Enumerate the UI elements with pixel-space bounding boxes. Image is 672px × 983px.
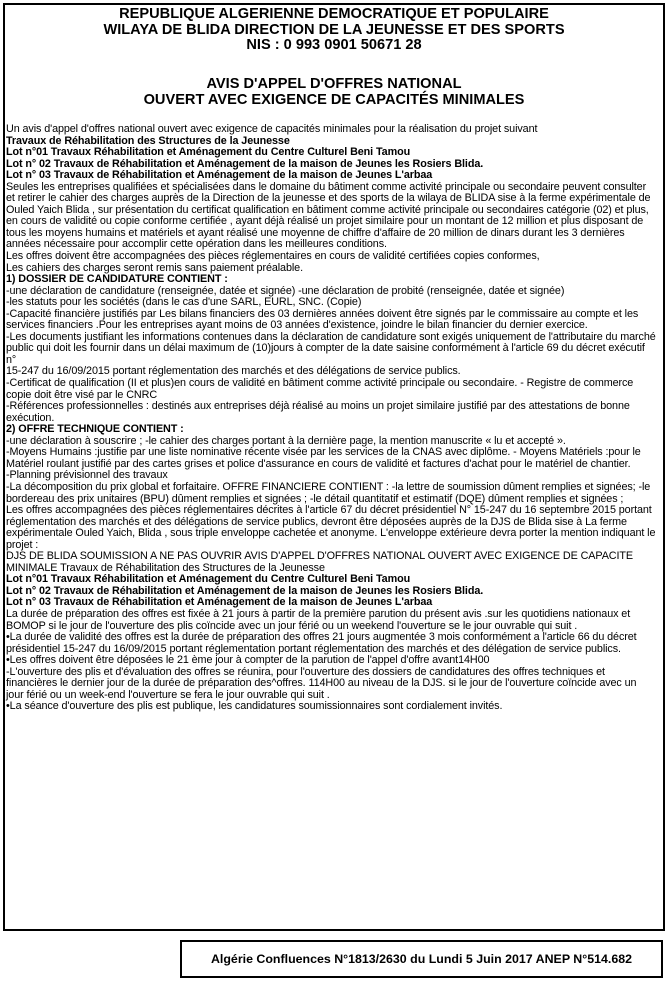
notice-paragraph: public qui doit les fournir dans un délai maximum de (10)jours à compter de la date saisine conformément à l'article 69 du décret exécutif n° [6, 342, 645, 366]
notice-paragraph: -une déclaration à souscrire ; -le cahier des charges portant à la dernière page, la mention manuscrite « lu et accepté ». [6, 434, 566, 447]
notice-paragraph: -L'ouverture des plis et d'évaluation des offres se réunira, pour l'ouverture des dossiers de candidatures des offres techniques et financières le dernier jour de la durée de préparation des^offres. 114H00 au niveau de la DJS. si le jour de l'ouverture coïncide avec un jour férié ou un week-end l'ouverture se fera le jour ouvrable qui suit . [6, 665, 637, 701]
notice-paragraph: 1) DOSSIER DE CANDIDATURE CONTIENT : [6, 273, 228, 286]
notice-paragraph: -Les documents justifiant les informations contenues dans la déclaration de candidature sont exigés uniquement de l'attributaire du marché [6, 330, 656, 343]
notice-body [6, 124, 656, 713]
notice-paragraph: -Références professionnelles : destinés aux entreprises déjà réalisé au moins un projet similaire justifié par des attestations de bonne exécution. [6, 400, 630, 424]
notice-paragraph: Lot n°01 Travaux Réhabilitation et Aménagement du Centre Culturel Beni Tamou [6, 146, 411, 159]
publication-footer: Algérie Confluences N°1813/2630 du Lundi 5 Juin 2017 ANEP N°514.682 [180, 940, 663, 978]
header-nis: NIS : 0 993 0901 50671 28 [246, 37, 422, 53]
notice-paragraph: Lot n° 02 Travaux de Réhabilitation et Aménagement de la maison de Jeunes les Rosiers Blida. [6, 157, 484, 170]
header-wilaya: WILAYA DE BLIDA DIRECTION DE LA JEUNESSE ET DES SPORTS [103, 21, 565, 38]
notice-paragraph: Les offres accompagnées des pièces réglementaires décrites à l'article 67 du décret présidentiel N° 15-247 du 16 septembre 2015 portant réglementation des marchés et des délégations de service publics, devront être déposées auprès de la DJS de Blida sise à La ferme expérimentale Ouled Yaich, Blida , sous triple enveloppe cachetée et anonyme. L'enveloppe extérieure devra porter la mention indiquant le projet : [6, 504, 656, 551]
notice-paragraph: -Capacité financière justifiés par Les bilans financiers des 03 dernières années doivent être signés par le commissaire au compte et les services financiers .Pour les entreprises ayant moins de 03 années d'existence, joindre le bilan financier du dernier exercice. [6, 307, 639, 332]
notice-paragraph: Un avis d'appel d'offres national ouvert avec exigence de capacités minimales pour la réalisation du projet suivant [6, 123, 538, 135]
title-line-1: AVIS D'APPEL D'OFFRES NATIONAL [206, 75, 462, 92]
notice-paragraph: Lot n° 03 Travaux de Réhabilitation et Aménagement de la maison de Jeunes L'arbaa [6, 596, 433, 609]
notice-paragraph: •La séance d'ouverture des plis est publique, les candidatures soumissionnaires sont cordialement invités. [6, 700, 503, 713]
notice-paragraph: -Planning prévisionnel des travaux [6, 469, 168, 482]
notice-paragraph: 15-247 du 16/09/2015 portant réglementation des marchés et des délégations de service publics. [6, 365, 461, 378]
notice-paragraph: Seules les entreprises qualifiées et spécialisées dans le domaine du bâtiment comme activité principale ou secondaire peuvent consulter et retirer le cahier des charges auprès de la Direction de la jeunesse et des sports de la wilaya de BLIDA sise à la ferme expérimentale de Ouled Yaich Blida , sur présentation du certificat qualification en bâtiment comme activité principale ou secondaires catégorie (02) et plus, en cours de validité ou copie conforme certifiée , ayant déjà réalisé un projet similaire pour un montant de 12 million et plus disposant de tous les moyens humains et matériels et ayant réalisé une moyenne de chiffre d'affaire de 20 million de dinars durant les 3 dernières années nécessaire pour accomplir cette opération dans les meilleures conditions. [6, 180, 651, 251]
header-republic: REPUBLIQUE ALGERIENNE DEMOCRATIQUE ET POPULAIRE [119, 6, 549, 22]
notice-paragraph: La durée de préparation des offres est fixée à 21 jours à partir de la première parution du présent avis .sur les quotidiens nationaux et BOMOP si le jour de l'ouverture des plis coïncide avec un jour férié ou un weekend l'ouverture se le jour ouvrable qui suit . [6, 607, 631, 632]
notice-paragraph: -les statuts pour les sociétés (dans le cas d'une SARL, EURL, SNC. (Copie) [6, 296, 362, 309]
notice-paragraph: 2) OFFRE TECHNIQUE CONTIENT : [6, 423, 184, 436]
notice-paragraph: Travaux de Réhabilitation des Structures de la Jeunesse [6, 134, 290, 147]
notice-header [5, 7, 663, 54]
notice-paragraph: Lot n° 03 Travaux de Réhabilitation et Aménagement de la maison de Jeunes L'arbaa [6, 169, 433, 182]
notice-paragraph: -La décomposition du prix global et forfaitaire. OFFRE FINANCIERE CONTIENT : -la lettre de soumission dûment remplies et signées; -le bordereau des prix unitaires (BPU) dûment remplies et signées ; -le détail quantitatif et estimatif (DQE) dûment remplies et signées ; [6, 480, 651, 505]
notice-paragraph: -Moyens Humains :justifie par une liste nominative récente visée par les services de la CNAS avec diplôme. - Moyens Matériels :pour le Matériel roulant justifié par des cartes grises et police d'assurance en cours de validité et factures d'achat pour le matériel de chantier. [6, 446, 641, 470]
notice-title [5, 76, 663, 108]
title-line-2: OUVERT AVEC EXIGENCE DE CAPACITÉS MINIMALES [143, 91, 525, 108]
notice-paragraph: Les offres doivent être accompagnées des pièces réglementaires en cours de validité certifiées copies conformes, [6, 250, 540, 263]
notice-paragraph: Lot n°01 Travaux Réhabilitation et Aménagement du Centre Culturel Beni Tamou [6, 573, 411, 586]
notice-paragraph: -une déclaration de candidature (renseignée, datée et signée) -une déclaration de probité (renseignée, datée et signée) [6, 284, 565, 297]
notice-paragraph: -Certificat de qualification (II et plus)en cours de validité en bâtiment comme activité principale ou secondaire. - Registre de commerce copie doit être visé par le CNRC [6, 377, 634, 401]
notice-paragraph: •La durée de validité des offres est la durée de préparation des offres 21 jours augmentée 3 mois conformément a l'article 66 du décret présidentiel 15-247 du 16/09/2015 portant réglementation portant réglementation des marchés et des délégation de service publics. [6, 631, 637, 655]
notice-paragraph: Les cahiers des charges seront remis sans paiement préalable. [6, 261, 303, 274]
notice-paragraph: Lot n° 02 Travaux de Réhabilitation et Aménagement de la maison de Jeunes les Rosiers Blida. [6, 584, 484, 597]
notice-paragraph: DJS DE BLIDA SOUMISSION A NE PAS OUVRIR AVIS D'APPEL D'OFFRES NATIONAL OUVERT AVEC EXIGENCE DE CAPACITE MINIMALE Travaux de Réhabilitation des Structures de la Jeunesse [6, 550, 633, 574]
notice-paragraph: •Les offres doivent être déposées le 21 ème jour à compter de la parution de l'appel d'offre avant14H00 [6, 654, 490, 667]
